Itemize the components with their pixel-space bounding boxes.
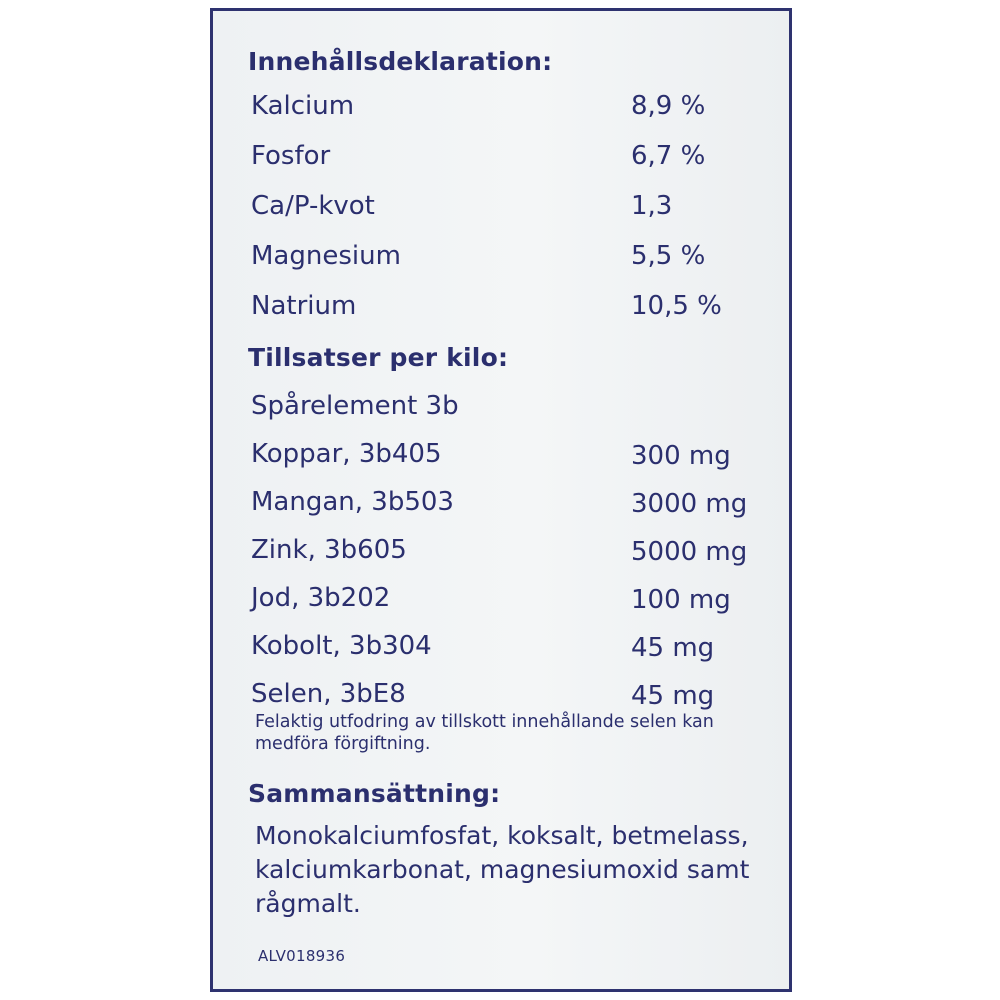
declaration-row-value: 10,5 %: [631, 291, 722, 321]
declaration-row-value: 8,9 %: [631, 91, 706, 121]
composition-text: Monokalciumfosfat, koksalt, betmelass, kalciumkarbonat, magnesiumoxid samt rågmalt.: [255, 821, 750, 918]
additive-row-name: Zink, 3b605: [251, 535, 407, 565]
declaration-row-name: Magnesium: [251, 241, 401, 271]
additive-row-value: 5000 mg: [631, 537, 748, 567]
ingredient-label-card: [210, 8, 792, 992]
declaration-row-value: 5,5 %: [631, 241, 706, 271]
declaration-row-value: 1,3: [631, 191, 673, 221]
additives-subheading: Spårelement 3b: [251, 391, 459, 421]
declaration-row-name: Kalcium: [251, 91, 355, 121]
declaration-row-name: Natrium: [251, 291, 357, 321]
additive-row-name: Selen, 3bE8: [251, 679, 406, 709]
product-code: ALV018936: [258, 947, 346, 965]
additive-row-value: 45 mg: [631, 633, 715, 663]
additive-row-name: Koppar, 3b405: [251, 439, 442, 469]
additive-row-value: 45 mg: [631, 681, 715, 711]
additives-heading: Tillsatser per kilo:: [248, 343, 509, 372]
additive-row-name: Kobolt, 3b304: [251, 631, 432, 661]
declaration-row-name: Ca/P-kvot: [251, 191, 375, 221]
additive-row-value: 300 mg: [631, 441, 731, 471]
additive-row-name: Mangan, 3b503: [251, 487, 454, 517]
declaration-row-name: Fosfor: [251, 141, 331, 171]
declaration-heading: Innehållsdeklaration:: [248, 47, 553, 76]
selenium-warning: Felaktig utfodring av tillskott innehållande selen kan medföra förgiftning.: [255, 712, 714, 754]
composition-heading: Sammansättning:: [248, 779, 501, 808]
additive-row-value: 3000 mg: [631, 489, 748, 519]
additive-row-name: Jod, 3b202: [251, 583, 391, 613]
additive-row-value: 100 mg: [631, 585, 731, 615]
declaration-row-value: 6,7 %: [631, 141, 706, 171]
